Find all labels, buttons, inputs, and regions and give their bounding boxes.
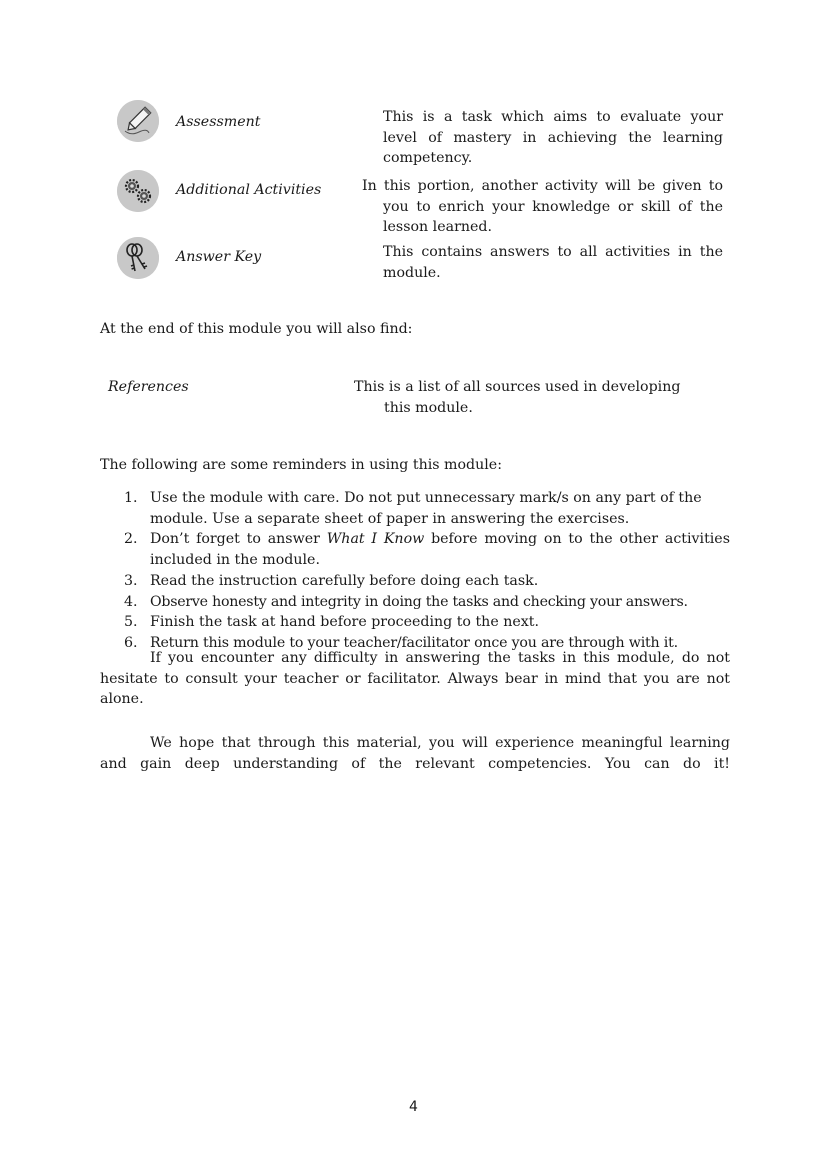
description-line: level of mastery in achieving the learning	[383, 129, 723, 146]
list-text: Return this module to your teacher/facilitator once you are through with it.	[150, 634, 678, 651]
description-line: module.	[383, 264, 441, 281]
list-text: Observe honesty and integrity in doing the tasks and checking your answers.	[150, 593, 688, 610]
list-item	[100, 592, 730, 613]
reminders-intro-text: The following are some reminders in using this module:	[100, 457, 502, 473]
end-intro-text: At the end of this module you will also find:	[100, 321, 413, 337]
reminders-list	[100, 488, 730, 654]
keys-icon	[117, 237, 159, 279]
description-additional-activities	[362, 176, 723, 238]
list-number: 3.	[124, 572, 138, 589]
paragraph-difficulty: If you encounter any difficulty in answering the tasks in this module, do not hesitate to consult your teacher or facilitator. Always bear in mind that you are not alone.	[100, 650, 730, 707]
list-item	[100, 571, 730, 592]
description-answer-key	[383, 242, 723, 283]
list-number: 1.	[124, 490, 138, 506]
list-text: Don’t forget to answer	[150, 531, 327, 548]
description-references	[354, 377, 754, 418]
description-line: competency.	[383, 150, 473, 166]
list-number: 6.	[124, 634, 138, 651]
list-item	[100, 529, 730, 570]
description-line: this module.	[384, 399, 473, 416]
list-text-emphasis: What I Know	[326, 531, 425, 548]
description-line: In this portion, another activity will be given to	[362, 178, 723, 194]
list-text: Read the instruction carefully before doing each task.	[150, 572, 539, 589]
list-number: 4.	[124, 593, 138, 610]
list-item	[100, 488, 730, 529]
page-number: 4	[409, 1099, 418, 1115]
list-text: Finish the task at hand before proceeding to the next.	[150, 614, 539, 631]
description-line: This is a task which aims to evaluate your	[383, 109, 723, 125]
paragraph-closing: We hope that through this material, you will experience meaningful learning and gain deep understanding of the relevant competencies. You can do it!	[100, 735, 730, 772]
term-references: References	[108, 379, 189, 395]
description-assessment	[383, 107, 723, 169]
list-item	[100, 612, 730, 633]
description-line: This contains answers to all activities in the	[383, 244, 723, 260]
description-line: This is a list of all sources used in developing	[354, 379, 681, 395]
pencil-icon	[117, 100, 159, 142]
list-number: 2.	[124, 531, 138, 548]
list-number: 5.	[124, 614, 138, 631]
description-line: you to enrich your knowledge or skill of the	[383, 198, 723, 215]
description-line: lesson learned.	[383, 219, 492, 235]
term-additional-activities: Additional Activities	[176, 182, 322, 198]
list-text: Use the module with care. Do not put unnecessary mark/s on any part of the module. Use a separate sheet of paper in answering the exercises.	[150, 490, 702, 527]
list-text: before moving on to the other activities included in the module.	[150, 531, 730, 569]
gears-icon	[117, 170, 159, 212]
term-answer-key: Answer Key	[176, 249, 262, 265]
term-assessment: Assessment	[176, 114, 261, 130]
